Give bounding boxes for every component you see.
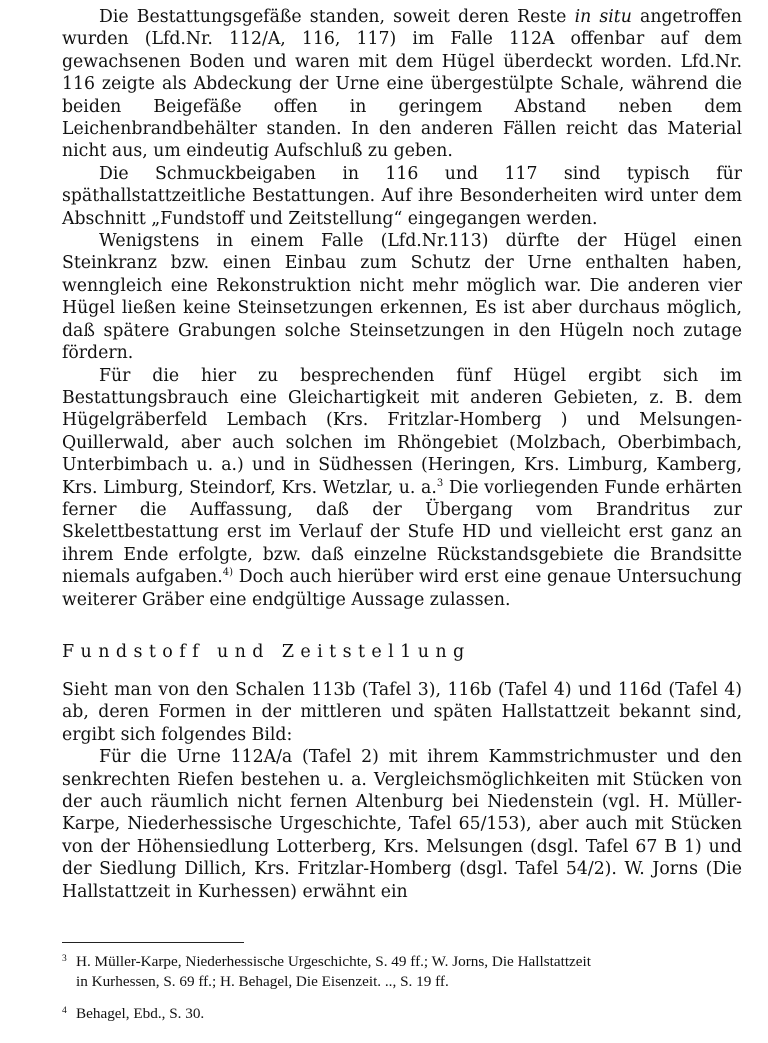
footnote-3-number: 3: [62, 954, 67, 964]
paragraph-5: Sieht man von den Schalen 113b (Tafel 3), 116b (Tafel 4) und 116d (Tafel 4) ab, deren Formen in der mittleren und späten Hallstattzeit bekannt sind, ergibt sich folgendes Bild:: [62, 679, 742, 745]
footnote-4-number: 4: [62, 1006, 67, 1016]
paragraph-1-text-a: Die Bestattungsgefäße standen, soweit deren Reste: [99, 7, 575, 27]
paragraph-2: Die Schmuckbeigaben in 116 und 117 sind typisch für späthallstattzeitliche Bestattungen. Auf ihre Besonderheiten wird unter dem Abschnitt „Fundstoff und Zeitstellung“ eingegangen werden.: [62, 163, 742, 229]
footnote-4-text: Behagel, Ebd., S. 30.: [76, 1005, 205, 1022]
footnote-ref-3: 3: [436, 477, 444, 489]
page-body: [62, 6, 742, 903]
footnotes: [62, 952, 752, 1037]
footnote-3-line-2: in Kurhessen, S. 69 ff.; H. Behagel, Die Eisenzeit. .., S. 19 ff.: [76, 972, 449, 990]
paragraph-6: Für die Urne 112A/a (Tafel 2) mit ihrem Kammstrichmuster und den senkrechten Riefen bestehen u. a. Vergleichsmöglichkeiten mit Stücken von der auch räumlich nicht fernen Altenburg bei Niedenstein (vgl. H. Müller-Karpe, Niederhessische Urgeschichte, Tafel 65/153), aber auch mit Stücken von der Höhensiedlung Lotterberg, Krs. Melsungen (dsgl. Tafel 67 B 1) und der Siedlung Dillich, Krs. Fritzlar-Homberg (dsgl. Tafel 54/2). W. Jorns (Die Hallstattzeit in Kurhessen) erwähnt ein: [62, 747, 742, 902]
footnote-3-text: [76, 952, 752, 991]
footnote-3: [62, 952, 752, 991]
paragraph-1-text-b: angetroffen wurden (Lfd.Nr. 112/A, 116, 117) im Falle 112A offenbar auf dem gewachsenen Boden und waren mit dem Hügel überdeckt worden. Lfd.Nr. 116 zeigte als Abdeckung der Urne eine übergestülpte Schale, während die beiden Beigefäße offen in geringem Abstand neben dem Leichenbrandbehälter standen. In den anderen Fällen reicht das Material nicht aus, um eindeutig Aufschluß zu geben.: [62, 7, 743, 162]
footnote-3-line-1: H. Müller-Karpe, Niederhessische Urgeschichte, S. 49 ff.; W. Jorns, Die Hallstattzeit: [76, 953, 591, 970]
footnote-4: [62, 1004, 752, 1024]
paragraph-1-italic-in-situ: in situ: [574, 7, 632, 27]
paragraph-4-text-c: Doch auch hierüber wird erst eine genaue Untersuchung weiterer Gräber eine endgültige Aussage zulassen.: [62, 567, 742, 610]
paragraph-4-text-b: Die vorliegenden Funde erhärten ferner die Auffassung, daß der Übergang vom Brandritus zur Skelettbestattung erst im Verlauf der Stufe HD und vielleicht erst ganz an ihrem Ende erfolgte, bzw. daß einzelne Rückstandsgebiete die Brandsitte niemals aufgaben.: [62, 477, 742, 588]
footnote-divider: [62, 942, 244, 943]
paragraph-1: [62, 6, 742, 163]
section-heading: Fundstoff und Zeitstel1ung: [62, 641, 471, 662]
paragraph-3: Wenigstens in einem Falle (Lfd.Nr.113) dürfte der Hügel einen Steinkranz bzw. einen Einbau zum Schutz der Urne enthalten haben, wenngleich eine Rekonstruktion nicht mehr möglich war. Die anderen vier Hügel ließen keine Steinsetzungen erkennen, Es ist aber durchaus möglich, daß spätere Grabungen solche Steinsetzungen in den Hügeln noch zutage fördern.: [62, 231, 742, 364]
paragraph-4: [62, 365, 742, 611]
footnote-ref-4: 4): [222, 567, 234, 579]
paragraph-4-text-a: Für die hier zu besprechenden fünf Hügel ergibt sich im Bestattungsbrauch eine Gleichartigkeit mit anderen Gebieten, z. B. dem Hügelgräberfeld Lembach (Krs. Fritzlar-Homberg ) und Melsungen-Quillerwald, aber auch solchen im Rhöngebiet (Molzbach, Oberbimbach, Unterbimbach u. a.) und in Südhessen (Heringen, Krs. Limburg, Kamberg, Krs. Limburg, Steindorf, Krs. Wetzlar, u. a.: [62, 365, 742, 498]
